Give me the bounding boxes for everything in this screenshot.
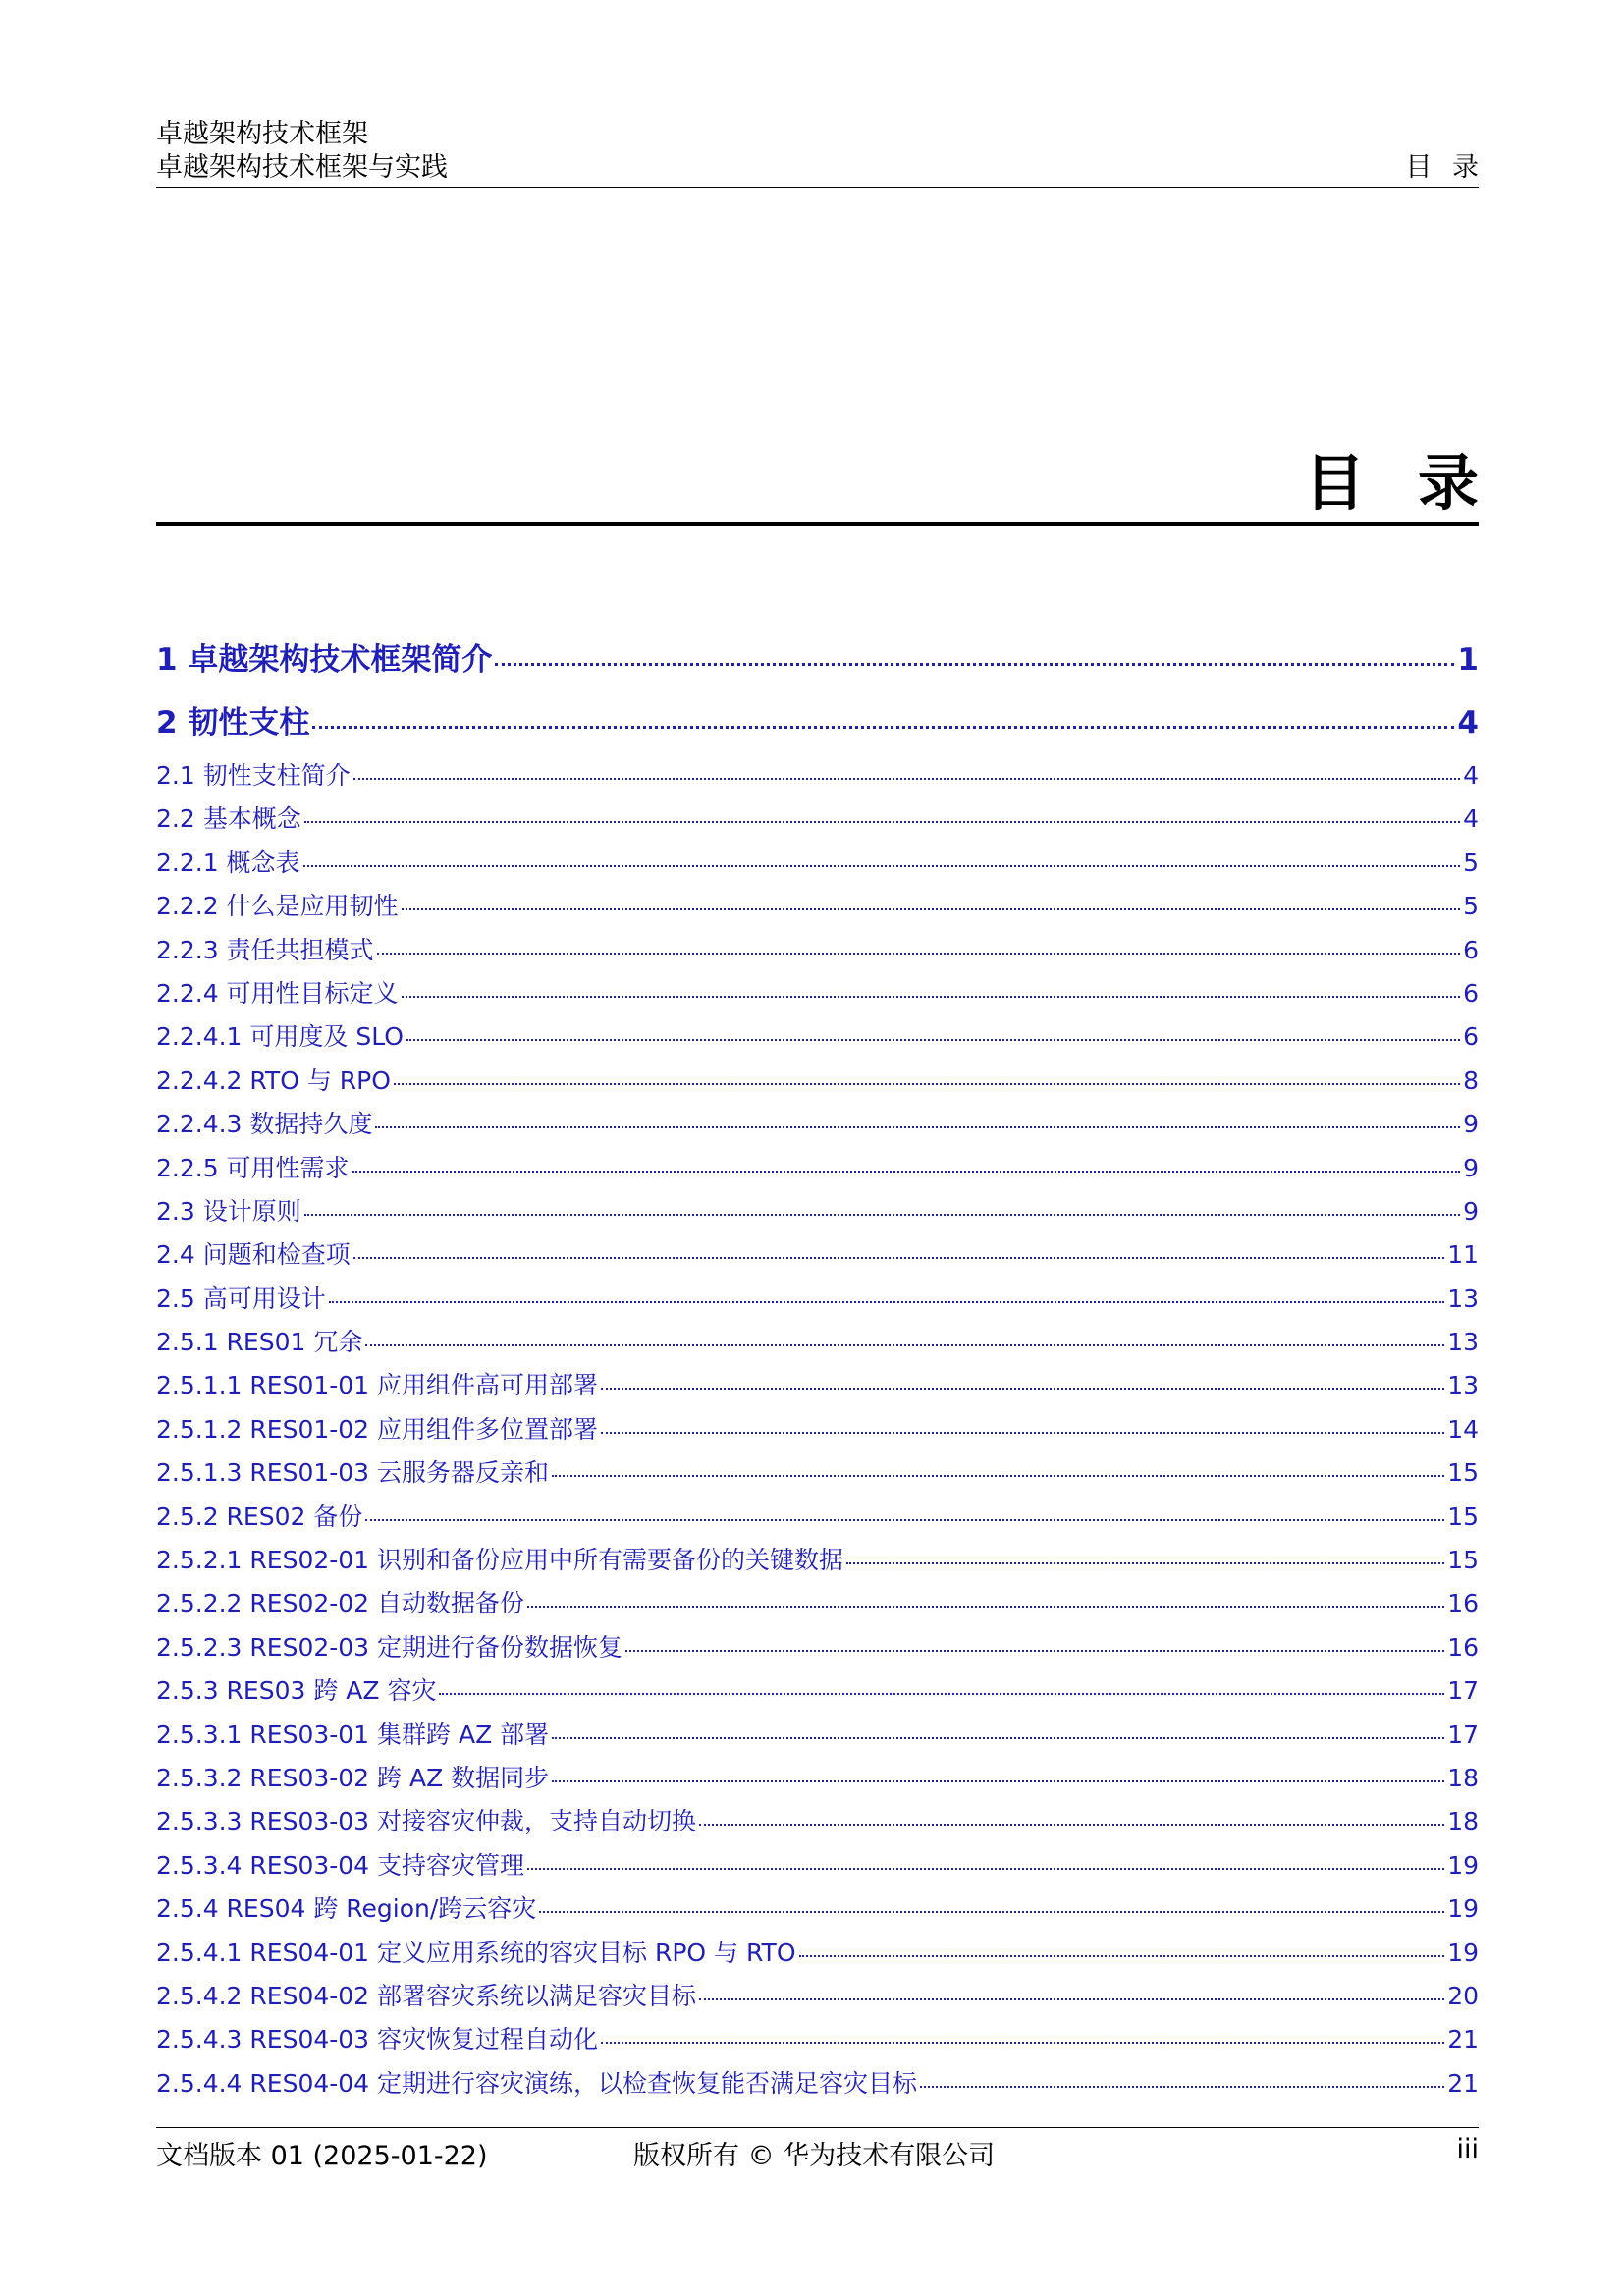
toc-entry[interactable] [156, 1844, 1479, 1887]
toc-entry-label: 2.5.3.1 RES03-01 集群跨 AZ 部署 [156, 1720, 550, 1749]
toc-dot-leader [539, 1911, 1444, 1913]
toc-dot-leader [601, 1388, 1444, 1390]
toc-entry-page-number: 18 [1447, 1807, 1479, 1836]
toc-entry[interactable] [156, 1278, 1479, 1321]
toc-entry[interactable] [156, 691, 1479, 754]
toc-entry[interactable] [156, 1669, 1479, 1713]
toc-dot-leader [699, 1824, 1444, 1826]
toc-entry-page-number: 9 [1463, 1196, 1479, 1226]
toc-entry-label: 2.5.2 RES02 备份 [156, 1502, 363, 1531]
toc-dot-leader [552, 1737, 1444, 1739]
toc-entry-label: 2.5.3.4 RES03-04 支持容灾管理 [156, 1850, 525, 1880]
toc-entry-page-number: 14 [1447, 1414, 1479, 1444]
toc-entry[interactable] [156, 1539, 1479, 1582]
toc-entry-page-number: 21 [1447, 2068, 1479, 2098]
toc-dot-leader [375, 1126, 1460, 1128]
toc-entry-page-number: 13 [1447, 1371, 1479, 1400]
toc-entry-page-number: 6 [1463, 935, 1479, 964]
toc-entry-label: 2.2.4.3 数据持久度 [156, 1110, 373, 1139]
toc-entry[interactable] [156, 1451, 1479, 1495]
toc-entry[interactable] [156, 1233, 1479, 1277]
toc-entry[interactable] [156, 972, 1479, 1015]
toc-entry-label: 2.5.1.2 RES01-02 应用组件多位置部署 [156, 1414, 599, 1444]
toc-dot-leader [304, 1214, 1460, 1216]
toc-entry[interactable] [156, 1190, 1479, 1233]
page-title: 目 录 [1304, 447, 1494, 519]
toc-entry[interactable] [156, 1103, 1479, 1146]
toc-entry-page-number: 6 [1463, 1022, 1479, 1052]
toc-entry-label: 2.5.2.1 RES02-01 识别和备份应用中所有需要备份的关键数据 [156, 1546, 844, 1575]
toc-entry[interactable] [156, 1321, 1479, 1364]
toc-dot-leader [552, 1475, 1444, 1477]
toc-dot-leader [527, 1868, 1444, 1870]
toc-dot-leader [394, 1083, 1460, 1085]
toc-entry[interactable] [156, 1887, 1479, 1931]
toc-entry-page-number: 6 [1463, 978, 1479, 1008]
toc-dot-leader [406, 1039, 1460, 1041]
toc-dot-leader [625, 1650, 1444, 1652]
toc-dot-leader [402, 908, 1461, 910]
toc-dot-leader [365, 1344, 1444, 1346]
toc-entry-label: 2.2.3 责任共担模式 [156, 935, 374, 964]
toc-entry[interactable] [156, 629, 1479, 691]
toc-entry-page-number: 5 [1463, 847, 1479, 877]
page-header [156, 118, 1485, 188]
toc-entry[interactable] [156, 797, 1479, 841]
toc-entry-page-number: 9 [1463, 1110, 1479, 1139]
toc-entry-page-number: 13 [1447, 1328, 1479, 1357]
toc-entry-page-number: 15 [1447, 1546, 1479, 1575]
toc-entry[interactable] [156, 1496, 1479, 1539]
toc-dot-leader [304, 821, 1460, 823]
toc-entry-label: 2.2 基本概念 [156, 804, 301, 834]
toc-entry-page-number: 17 [1447, 1720, 1479, 1749]
toc-entry-label: 2.5.1.3 RES01-03 云服务器反亲和 [156, 1458, 550, 1488]
toc-entry-label: 2.5.4.1 RES04-01 定义应用系统的容灾目标 RPO 与 RTO [156, 1938, 796, 1967]
toc-dot-leader [377, 953, 1461, 955]
header-doc-title: 卓越架构技术框架 [156, 119, 368, 149]
toc-entry-page-number: 16 [1447, 1589, 1479, 1618]
toc-entry[interactable] [156, 2018, 1479, 2061]
toc-dot-leader [601, 2042, 1444, 2044]
header-doc-subtitle: 卓越架构技术框架与实践 [156, 152, 448, 183]
toc-entry-page-number: 4 [1463, 804, 1479, 834]
toc-entry-page-number: 4 [1457, 705, 1479, 740]
toc-entry[interactable] [156, 1975, 1479, 2018]
toc-entry-label: 2.5.4 RES04 跨 Region/跨云容灾 [156, 1894, 537, 1924]
toc-dot-leader [353, 778, 1460, 780]
toc-dot-leader [601, 1432, 1444, 1434]
toc-entry-page-number: 19 [1447, 1938, 1479, 1967]
toc-entry-label: 2.1 韧性支柱简介 [156, 761, 351, 790]
toc-entry-page-number: 18 [1447, 1763, 1479, 1792]
footer-page-number: iii [1456, 2134, 1479, 2164]
toc-entry-label: 2.5.3.2 RES03-02 跨 AZ 数据同步 [156, 1763, 550, 1792]
toc-dot-leader [353, 1257, 1444, 1259]
toc-entry[interactable] [156, 1932, 1479, 1975]
toc-entry[interactable] [156, 1015, 1479, 1059]
toc-entry-page-number: 21 [1447, 2025, 1479, 2054]
toc-entry-label: 2.5.3.3 RES03-03 对接容灾仲裁，支持自动切换 [156, 1807, 697, 1836]
toc-entry-page-number: 1 [1457, 642, 1479, 678]
toc-entry-label: 2.5.1.1 RES01-01 应用组件高可用部署 [156, 1371, 599, 1400]
toc-entry-page-number: 19 [1447, 1850, 1479, 1880]
toc-entry-label: 2.5.3 RES03 跨 AZ 容灾 [156, 1676, 437, 1706]
toc-entry[interactable] [156, 1582, 1479, 1625]
table-of-contents [156, 629, 1479, 2105]
footer-copyright: 版权所有 © 华为技术有限公司 [633, 2141, 996, 2171]
footer-version: 文档版本 01 (2025-01-22) [156, 2141, 488, 2171]
toc-entry-label: 2.5.4.4 RES04-04 定期进行容灾演练，以检查恢复能否满足容灾目标 [156, 2068, 918, 2098]
toc-dot-leader [329, 1301, 1444, 1303]
toc-entry[interactable] [156, 1147, 1479, 1190]
toc-entry[interactable] [156, 885, 1479, 928]
header-section-name: 目 录 [1405, 152, 1485, 183]
toc-entry-label: 2.2.4 可用性目标定义 [156, 978, 399, 1008]
page-footer [156, 2127, 1479, 2177]
toc-entry-label: 2.2.5 可用性需求 [156, 1153, 350, 1182]
toc-entry[interactable] [156, 2062, 1479, 2105]
toc-entry[interactable] [156, 1714, 1479, 1757]
toc-entry-label: 2.2.1 概念表 [156, 847, 300, 877]
toc-entry-label: 2.5.2.2 RES02-02 自动数据备份 [156, 1589, 525, 1618]
toc-entry-page-number: 13 [1447, 1284, 1479, 1313]
toc-entry-page-number: 20 [1447, 1981, 1479, 2010]
toc-entry[interactable] [156, 1800, 1479, 1843]
toc-entry-label: 2.2.4.1 可用度及 SLO [156, 1022, 404, 1052]
toc-dot-leader [552, 1780, 1444, 1782]
toc-entry[interactable] [156, 1626, 1479, 1669]
toc-entry[interactable] [156, 842, 1479, 885]
toc-entry-label: 2.4 问题和检查项 [156, 1240, 351, 1270]
toc-dot-leader [365, 1519, 1444, 1521]
toc-entry[interactable] [156, 1408, 1479, 1451]
toc-dot-leader [799, 1955, 1445, 1957]
toc-entry-page-number: 16 [1447, 1632, 1479, 1662]
toc-entry-label: 2.5.4.2 RES04-02 部署容灾系统以满足容灾目标 [156, 1981, 697, 2010]
toc-dot-leader [439, 1693, 1444, 1695]
toc-entry-page-number: 19 [1447, 1894, 1479, 1924]
toc-dot-leader [312, 726, 1454, 729]
toc-entry-label: 2.5 高可用设计 [156, 1284, 326, 1313]
toc-entry-page-number: 11 [1447, 1240, 1479, 1270]
toc-dot-leader [402, 996, 1461, 998]
toc-entry-label: 2.2.4.2 RTO 与 RPO [156, 1066, 391, 1095]
toc-entry-label: 2.3 设计原则 [156, 1196, 301, 1226]
toc-entry-page-number: 15 [1447, 1458, 1479, 1488]
toc-entry[interactable] [156, 1364, 1479, 1407]
page-title-block [156, 444, 1494, 526]
toc-entry-label: 2.5.4.3 RES04-03 容灾恢复过程自动化 [156, 2025, 599, 2054]
toc-entry-page-number: 15 [1447, 1502, 1479, 1531]
toc-entry-label: 2.2.2 什么是应用韧性 [156, 892, 399, 921]
toc-entry-page-number: 8 [1463, 1066, 1479, 1095]
toc-entry[interactable] [156, 1757, 1479, 1800]
toc-entry[interactable] [156, 929, 1479, 972]
toc-entry-page-number: 5 [1463, 892, 1479, 921]
toc-dot-leader [846, 1562, 1444, 1564]
toc-dot-leader [303, 865, 1461, 867]
toc-entry[interactable] [156, 1060, 1479, 1103]
toc-entry-label: 2.5.1 RES01 冗余 [156, 1328, 363, 1357]
toc-entry-label: 1 卓越架构技术框架简介 [156, 642, 493, 678]
toc-dot-leader [699, 1998, 1444, 2000]
toc-entry-label: 2 韧性支柱 [156, 705, 310, 740]
toc-entry-label: 2.5.2.3 RES02-03 定期进行备份数据恢复 [156, 1632, 623, 1662]
toc-dot-leader [495, 663, 1454, 666]
toc-dot-leader [527, 1606, 1444, 1608]
toc-entry[interactable] [156, 754, 1479, 797]
toc-entry-page-number: 9 [1463, 1153, 1479, 1182]
toc-entry-page-number: 17 [1447, 1676, 1479, 1706]
toc-entry-page-number: 4 [1463, 761, 1479, 790]
toc-dot-leader [920, 2086, 1444, 2088]
toc-dot-leader [352, 1171, 1461, 1173]
